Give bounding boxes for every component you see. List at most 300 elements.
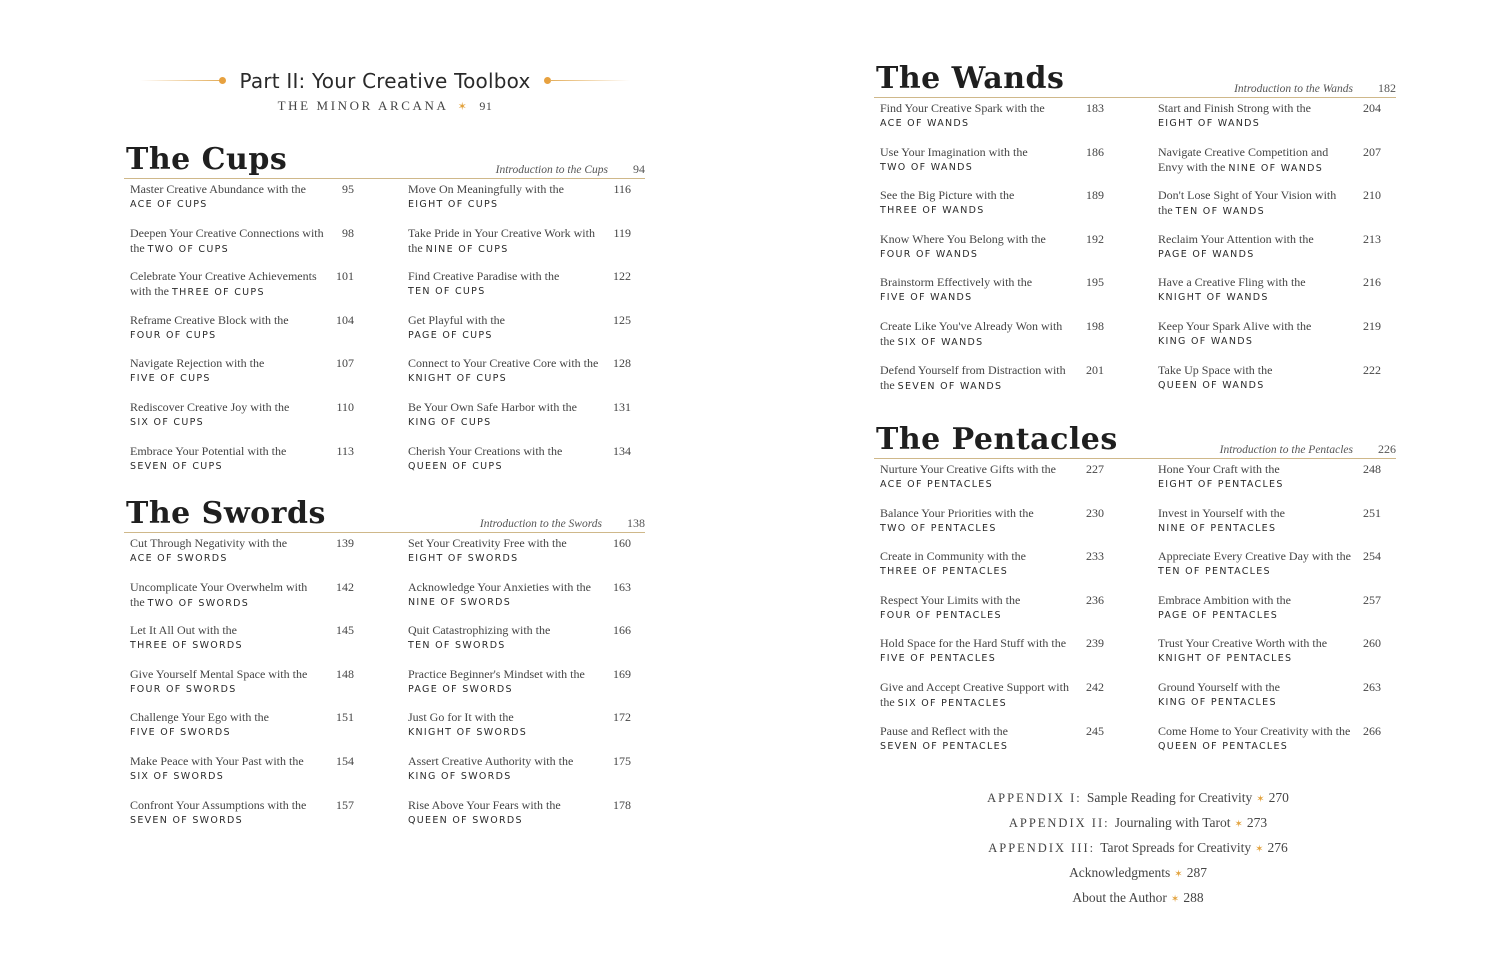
appendix-item (880, 786, 1396, 811)
toc-entry (408, 580, 631, 620)
entry-card-name: NINE OF WANDS (1228, 162, 1324, 174)
entry-card-name: THREE OF PENTACLES (880, 566, 1009, 578)
entry-page: 101 (336, 269, 354, 284)
entry-card (1158, 521, 1381, 536)
entry-card-lead: the (880, 334, 898, 348)
entry-title: Rediscover Creative Joy with the (130, 400, 290, 414)
entry-title: Brainstorm Effectively with the (880, 275, 1033, 290)
entry-page: 154 (336, 754, 354, 768)
entry-page: 157 (336, 797, 354, 812)
entry-card-name: PAGE OF PENTACLES (1158, 609, 1279, 621)
toc-entry (1158, 636, 1381, 676)
entry-card-name: QUEEN OF SWORDS (408, 814, 523, 826)
entry-card (408, 459, 631, 474)
entry-page: 131 (613, 400, 631, 414)
entry-page: 242 (1086, 680, 1104, 694)
section-header (124, 496, 645, 533)
section-cups (124, 142, 645, 472)
entry-card (880, 608, 1104, 623)
entry-card-name: ACE OF SWORDS (130, 553, 228, 564)
section-intro-page: 182 (1378, 81, 1396, 95)
entry-card-name: SEVEN OF PENTACLES (880, 740, 1009, 752)
entry-card (1158, 564, 1381, 579)
entry-card-lead: the (408, 240, 426, 255)
entry-card-lead: the (880, 695, 898, 709)
toc-entry (880, 593, 1104, 633)
section-intro (495, 162, 645, 177)
entry-title: Find Your Creative Spark with the (880, 101, 1045, 115)
entry-card (130, 551, 354, 566)
entry-title: Make Peace with Your Past with the (130, 754, 304, 768)
entry-card (1158, 378, 1381, 393)
toc-entry (1158, 145, 1381, 185)
section-header (874, 422, 1396, 459)
entry-title: Cut Through Negativity with the (130, 536, 288, 550)
entry-title: See the Big Picture with the (880, 188, 1015, 203)
part-header (130, 66, 640, 114)
toc-entry (130, 400, 354, 440)
toc-entry (408, 269, 631, 309)
entry-page: 213 (1363, 231, 1381, 246)
section-intro (1234, 81, 1396, 96)
entry-card-name: FIVE OF SWORDS (130, 727, 231, 739)
toc-entry (880, 363, 1104, 403)
entry-card-name: SEVEN OF CUPS (130, 460, 223, 472)
entry-page: 251 (1363, 505, 1381, 520)
entry-card-name: TWO OF PENTACLES (880, 522, 997, 534)
entry-page: 95 (342, 182, 354, 196)
entry-page: 236 (1086, 592, 1104, 607)
entry-title: Ground Yourself with the (1158, 680, 1280, 694)
section-title: The Pentacles (876, 422, 1118, 457)
entry-card-lead: Envy with the (1158, 159, 1229, 174)
entry-title: Find Creative Paradise with the (408, 269, 560, 284)
entry-card (1158, 290, 1381, 305)
entry-title: Balance Your Priorities with the (880, 505, 1034, 520)
section-intro (479, 516, 645, 531)
entry-card-name: QUEEN OF WANDS (1158, 379, 1265, 391)
entry-card-name: KING OF PENTACLES (1158, 697, 1277, 708)
entry-title: Create in Community with the (880, 549, 1026, 564)
entry-page: 139 (336, 536, 354, 550)
entry-title: Start and Finish Strong with the (1158, 101, 1311, 115)
entry-card (880, 695, 1104, 711)
entry-card (880, 521, 1104, 536)
entry-card-name: TWO OF WANDS (880, 161, 974, 173)
toc-entry (130, 226, 354, 266)
entry-card-name: FIVE OF WANDS (880, 292, 973, 304)
entry-title: Embrace Your Potential with the (130, 443, 287, 458)
entry-title: Master Creative Abundance with the (130, 182, 306, 196)
toc-entry (408, 182, 631, 222)
section-header (124, 142, 645, 179)
entry-card (880, 116, 1104, 131)
entry-card (880, 477, 1104, 492)
section-wands (874, 61, 1396, 392)
star-icon: ✶ (1255, 844, 1264, 855)
entry-title: Give Yourself Mental Space with the (130, 666, 308, 681)
entry-card-name: TEN OF SWORDS (408, 640, 506, 652)
toc-entry (408, 226, 631, 266)
entry-card (408, 371, 631, 386)
toc-entry (130, 798, 354, 838)
entry-page: 98 (342, 225, 354, 240)
entry-card (408, 595, 631, 610)
section-intro-page: 226 (1378, 442, 1396, 456)
entry-card-name: KING OF SWORDS (408, 771, 512, 782)
entry-title: Navigate Creative Competition and (1158, 144, 1329, 159)
entry-title: Reframe Creative Block with the (130, 312, 289, 327)
entry-card-name: KNIGHT OF CUPS (408, 373, 507, 385)
entry-title: Rise Above Your Fears with the (408, 797, 561, 812)
entry-page: 216 (1363, 275, 1381, 290)
entry-card (880, 334, 1104, 350)
entry-card-name: KNIGHT OF PENTACLES (1158, 653, 1293, 665)
entry-card (1158, 160, 1381, 176)
entry-card-name: SIX OF CUPS (130, 417, 204, 428)
toc-entry (130, 754, 354, 794)
entry-card (130, 682, 354, 697)
entry-title: Trust Your Creative Worth with the (1158, 636, 1328, 651)
entry-page: 210 (1363, 188, 1381, 203)
entry-card-name: PAGE OF SWORDS (408, 683, 513, 695)
entry-card-name: EIGHT OF CUPS (408, 199, 499, 210)
appendix-item (880, 886, 1396, 911)
entry-title: Deepen Your Creative Connections with (130, 225, 324, 240)
entry-page: 222 (1363, 362, 1381, 377)
entry-page: 148 (336, 666, 354, 681)
toc-entry (130, 444, 354, 484)
toc-entry (1158, 724, 1381, 764)
star-icon: ✶ (457, 101, 470, 113)
toc-entry (1158, 101, 1381, 141)
ornament-line-right (550, 80, 630, 81)
entry-card (130, 415, 354, 430)
entry-title: Uncomplicate Your Overwhelm with (130, 579, 308, 594)
entry-page: 254 (1363, 549, 1381, 564)
toc-entry (1158, 319, 1381, 359)
entry-page: 104 (336, 312, 354, 327)
toc-entry (408, 710, 631, 750)
entry-card (408, 769, 631, 784)
ornament-line-left (140, 80, 220, 81)
entry-card (1158, 477, 1381, 492)
entry-card-name: THREE OF WANDS (880, 205, 985, 217)
entry-card (130, 371, 354, 386)
toc-entry (1158, 275, 1381, 315)
entry-title: Be Your Own Safe Harbor with the (408, 400, 577, 414)
entry-card (130, 725, 354, 740)
toc-entry (880, 462, 1104, 502)
section-header (874, 61, 1396, 98)
entry-title: Take Pride in Your Creative Work with (408, 225, 595, 240)
entry-page: 169 (613, 666, 631, 681)
entry-page: 227 (1086, 462, 1104, 476)
entry-page: 207 (1363, 144, 1381, 159)
toc-entry (880, 724, 1104, 764)
entry-card (880, 739, 1104, 754)
entry-card-name: SIX OF SWORDS (130, 771, 225, 782)
entry-title: Connect to Your Creative Core with the (408, 356, 599, 371)
entry-card-name: KNIGHT OF WANDS (1158, 292, 1269, 304)
toc-entry (130, 667, 354, 707)
entry-title: Keep Your Spark Alive with the (1158, 319, 1312, 333)
entry-card-name: TWO OF SWORDS (147, 597, 250, 609)
entry-card-name: FIVE OF CUPS (130, 373, 211, 385)
entry-page: 248 (1363, 462, 1381, 476)
toc-entry (880, 188, 1104, 228)
entry-title: Embrace Ambition with the (1158, 592, 1291, 607)
part-page: 91 (479, 99, 493, 113)
toc-entry (130, 536, 354, 576)
entry-card-name: TEN OF WANDS (1175, 206, 1265, 218)
toc-entry (408, 444, 631, 484)
entry-card-lead: the (130, 240, 148, 255)
entry-title: Come Home to Your Creativity with the (1158, 723, 1351, 738)
entry-card-name: FOUR OF PENTACLES (880, 609, 1002, 621)
appendix-list (880, 786, 1396, 911)
toc-entry (1158, 680, 1381, 720)
entry-page: 233 (1086, 549, 1104, 564)
entry-title: Pause and Reflect with the (880, 723, 1008, 738)
entry-title: Create Like You've Already Won with (880, 319, 1063, 333)
entry-title: Use Your Imagination with the (880, 144, 1028, 159)
entry-card (408, 638, 631, 653)
appendix-page: 288 (1183, 890, 1204, 905)
entry-card-name: SIX OF PENTACLES (897, 698, 1007, 709)
toc-entry (1158, 549, 1381, 589)
entry-page: 163 (613, 579, 631, 594)
entry-title: Have a Creative Fling with the (1158, 275, 1306, 290)
entry-title: Confront Your Assumptions with the (130, 797, 307, 812)
entry-card (1158, 739, 1381, 754)
toc-entry (1158, 593, 1381, 633)
toc-entry (880, 232, 1104, 272)
entry-card-lead: the (130, 594, 148, 609)
entry-card (130, 769, 354, 784)
section-intro-label: Introduction to the Wands (1234, 83, 1353, 95)
toc-entry (408, 356, 631, 396)
section-title: The Wands (876, 61, 1065, 96)
entry-page: 172 (613, 710, 631, 725)
toc-entry (408, 623, 631, 663)
entry-card (130, 459, 354, 474)
toc-entry (880, 101, 1104, 141)
entry-card-lead: the (1158, 203, 1176, 218)
entry-page: 128 (613, 356, 631, 371)
toc-entry (880, 506, 1104, 546)
entry-title: Defend Yourself from Distraction with (880, 362, 1066, 377)
entry-card-lead: the (880, 377, 898, 392)
entry-card-name: TEN OF PENTACLES (1158, 566, 1271, 578)
entry-card (130, 328, 354, 343)
entry-card-name: KING OF WANDS (1158, 336, 1254, 347)
toc-entry (408, 667, 631, 707)
entry-page: 230 (1086, 505, 1104, 520)
entry-page: 110 (336, 400, 354, 414)
entry-card (408, 551, 631, 566)
entry-card (1158, 247, 1381, 262)
entry-card (880, 378, 1104, 394)
entry-title: Let It All Out with the (130, 623, 237, 638)
entry-card-name: TEN OF CUPS (408, 286, 486, 298)
toc-entry (130, 356, 354, 396)
toc-entry (408, 536, 631, 576)
section-title: The Cups (126, 142, 288, 177)
entry-title: Celebrate Your Creative Achievements (130, 269, 317, 284)
entry-card (408, 284, 631, 299)
entry-page: 166 (613, 623, 631, 638)
section-intro-page: 94 (633, 162, 645, 176)
entry-card (408, 241, 631, 257)
toc-entry (1158, 506, 1381, 546)
appendix-label: APPENDIX III: (988, 841, 1101, 855)
toc-entry (408, 400, 631, 440)
entry-card (880, 160, 1104, 175)
section-intro-label: Introduction to the Pentacles (1219, 444, 1353, 456)
entry-card-name: FOUR OF WANDS (880, 248, 979, 260)
toc-entry (880, 636, 1104, 676)
entry-title: Appreciate Every Creative Day with the (1158, 549, 1351, 564)
entry-page: 142 (336, 579, 354, 594)
entry-card-name: SEVEN OF SWORDS (130, 814, 243, 826)
toc-entry (1158, 462, 1381, 502)
entry-card (130, 284, 354, 300)
entry-card-name: THREE OF SWORDS (130, 640, 243, 652)
entry-page: 107 (336, 356, 354, 371)
entry-page: 125 (613, 312, 631, 327)
entry-card (880, 247, 1104, 262)
entry-card-name: THREE OF CUPS (172, 287, 265, 299)
entry-title: Set Your Creativity Free with the (408, 536, 567, 550)
appendix-page: 273 (1246, 815, 1268, 830)
entry-page: 186 (1086, 144, 1104, 159)
toc-entry (130, 623, 354, 663)
entry-title: Respect Your Limits with the (880, 592, 1021, 607)
appendix-item (880, 861, 1396, 886)
entry-title: Navigate Rejection with the (130, 356, 265, 371)
entry-title: Assert Creative Authority with the (408, 754, 574, 768)
entry-page: 257 (1363, 592, 1381, 607)
entry-card (130, 241, 354, 257)
entry-card (880, 564, 1104, 579)
entry-page: 119 (613, 225, 631, 240)
appendix-title: Sample Reading for Creativity (1086, 790, 1253, 805)
entry-card-name: EIGHT OF WANDS (1158, 118, 1261, 129)
appendix-title: Tarot Spreads for Creativity (1100, 840, 1252, 855)
entry-card-name: NINE OF PENTACLES (1158, 522, 1277, 534)
appendix-page: 270 (1268, 790, 1289, 805)
entry-page: 113 (336, 443, 354, 458)
entry-card (1158, 608, 1381, 623)
section-swords (124, 496, 645, 826)
part-title: Part II: Your Creative Toolbox (239, 69, 531, 93)
toc-entry (130, 313, 354, 353)
toc-entry (880, 680, 1104, 720)
entry-card (130, 595, 354, 611)
entry-card-name: EIGHT OF SWORDS (408, 553, 519, 564)
appendix-title: About the Author (1072, 890, 1167, 905)
entry-card-name: ACE OF WANDS (880, 118, 970, 129)
toc-entry (408, 798, 631, 838)
entry-title: Hone Your Craft with the (1158, 462, 1280, 476)
toc-entry (130, 182, 354, 222)
section-intro-label: Introduction to the Cups (495, 164, 608, 176)
entry-card (408, 197, 631, 212)
entry-title: Hold Space for the Hard Stuff with the (880, 636, 1067, 651)
toc-entry (1158, 363, 1381, 403)
entry-card (408, 328, 631, 343)
entry-page: 116 (613, 182, 631, 196)
entry-card (1158, 651, 1381, 666)
entry-card (408, 682, 631, 697)
appendix-page: 276 (1267, 840, 1288, 855)
entry-card-name: NINE OF SWORDS (408, 596, 512, 608)
entry-card (408, 725, 631, 740)
entry-card-name: QUEEN OF PENTACLES (1158, 740, 1289, 752)
entry-page: 122 (613, 269, 631, 284)
section-intro-label: Introduction to the Swords (479, 518, 602, 530)
entry-page: 160 (613, 536, 631, 550)
entry-card (130, 813, 354, 828)
entry-page: 260 (1363, 636, 1381, 651)
entry-title: Know Where You Belong with the (880, 231, 1046, 246)
entry-card-name: PAGE OF CUPS (408, 329, 493, 341)
ornament-dot-left-icon (219, 77, 226, 84)
part-subtitle-line (130, 98, 640, 114)
appendix-label: APPENDIX I: (987, 791, 1087, 805)
entry-page: 192 (1086, 231, 1104, 246)
entry-card-name: KNIGHT OF SWORDS (408, 727, 528, 739)
entry-title: Practice Beginner's Mindset with the (408, 666, 585, 681)
entry-card (1158, 203, 1381, 219)
toc-entry (880, 319, 1104, 359)
toc-entry (130, 710, 354, 750)
appendix-page: 287 (1186, 865, 1207, 880)
entry-card (880, 203, 1104, 218)
entry-card (880, 290, 1104, 305)
entry-page: 178 (613, 797, 631, 812)
part-subtitle: THE MINOR ARCANA (277, 98, 448, 113)
entry-card-name: PAGE OF WANDS (1158, 248, 1255, 260)
entry-card-lead: with the (130, 284, 172, 299)
entry-card-name: QUEEN OF CUPS (408, 460, 503, 472)
entry-card-name: EIGHT OF PENTACLES (1158, 479, 1284, 490)
entry-card (1158, 116, 1381, 131)
entry-page: 198 (1086, 319, 1104, 333)
appendix-title: Journaling with Tarot (1114, 815, 1231, 830)
entry-card (880, 651, 1104, 666)
section-title: The Swords (126, 496, 326, 531)
entry-card (130, 638, 354, 653)
star-icon: ✶ (1170, 894, 1180, 905)
entry-card (408, 415, 631, 430)
entry-card-name: SIX OF WANDS (897, 337, 984, 348)
star-icon: ✶ (1256, 794, 1265, 805)
star-icon: ✶ (1234, 819, 1243, 830)
entry-page: 239 (1086, 636, 1104, 651)
entry-page: 245 (1086, 723, 1104, 738)
toc-entry (880, 549, 1104, 589)
entry-card-name: NINE OF CUPS (425, 243, 509, 255)
entry-title: Take Up Space with the (1158, 362, 1273, 377)
entry-title: Quit Catastrophizing with the (408, 623, 551, 638)
toc-entry (880, 275, 1104, 315)
appendix-item (880, 836, 1396, 861)
entry-card-name: FIVE OF PENTACLES (880, 653, 997, 665)
toc-entry (130, 580, 354, 620)
entry-page: 219 (1363, 319, 1381, 333)
